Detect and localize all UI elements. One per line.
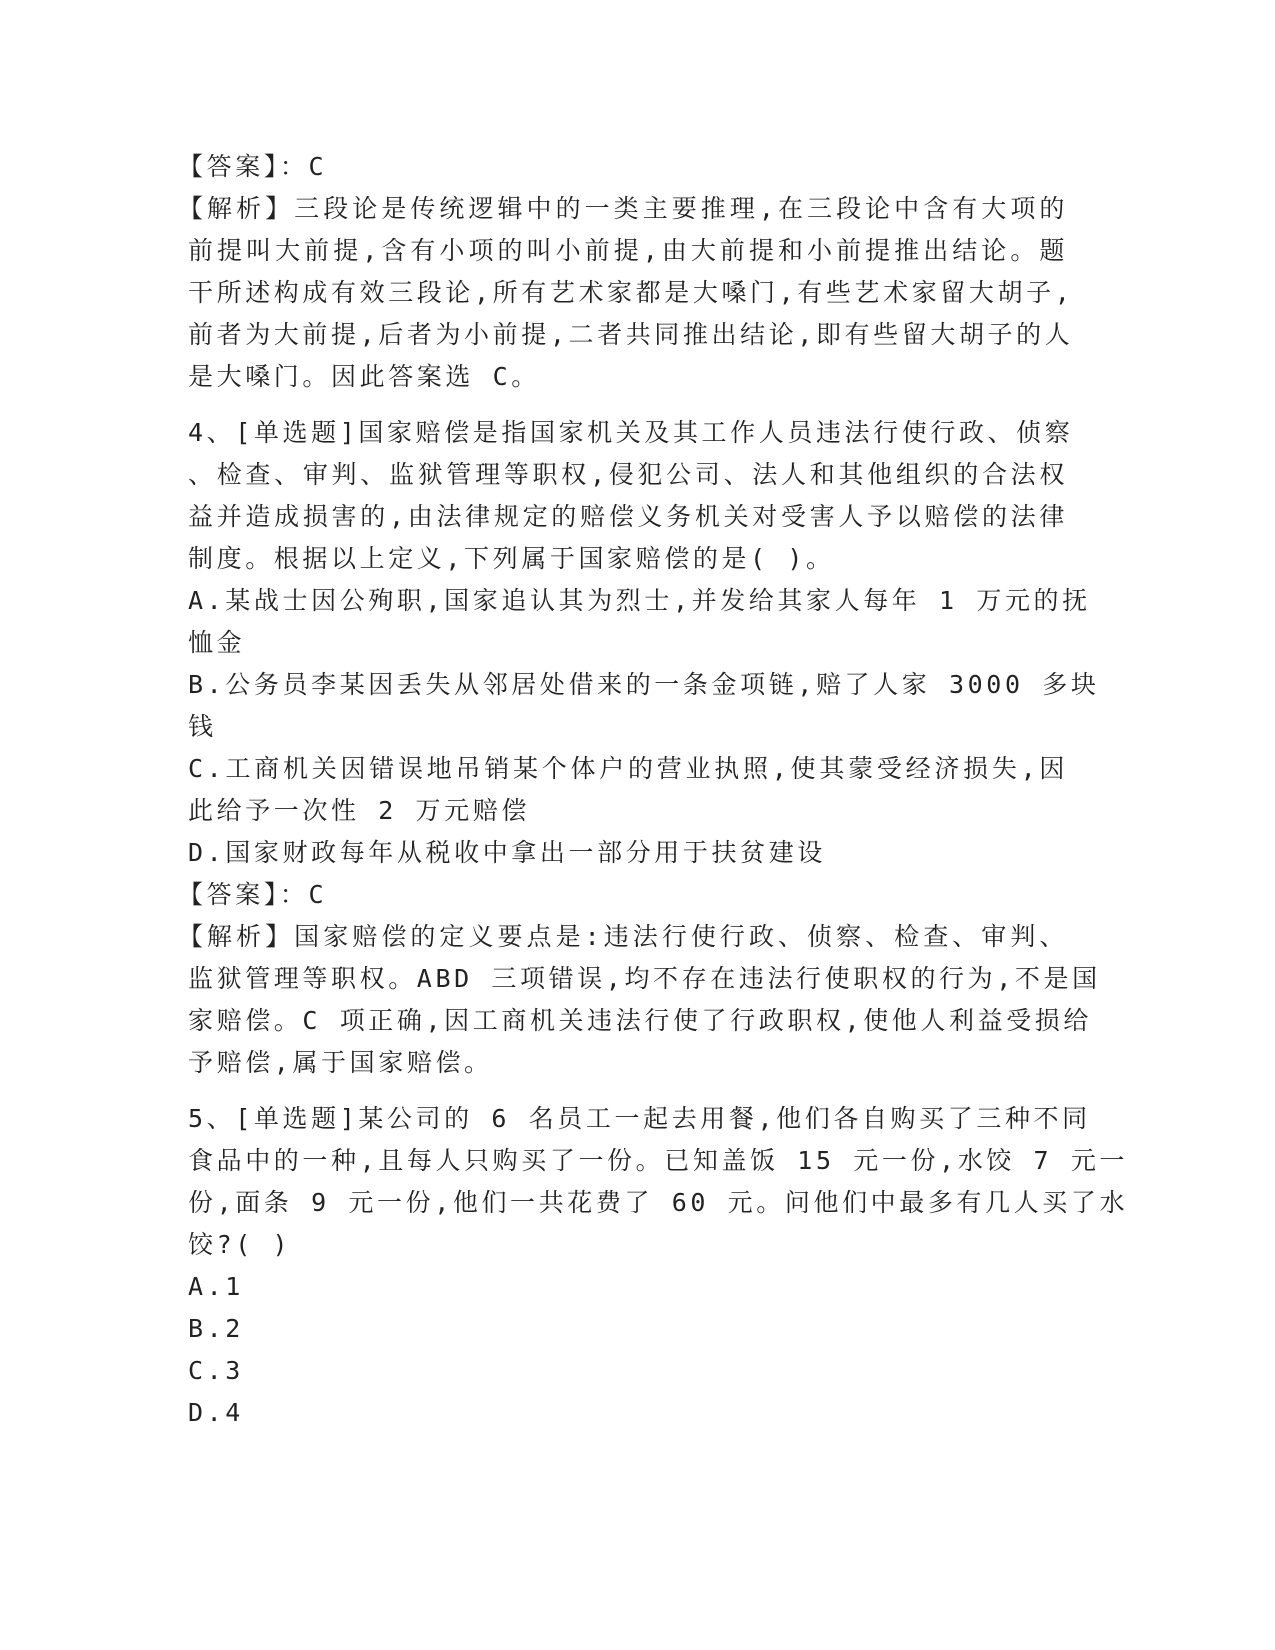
q5-question-line: 饺?( ): [188, 1230, 292, 1259]
q4-option-c-cont: 此给予一次性 2 万元赔偿: [188, 796, 530, 825]
q4-option-d: D.国家财政每年从税收中拿出一部分用于扶贫建设: [188, 838, 826, 867]
q4-analysis-line: 监狱管理等职权。ABD 三项错误,均不存在违法行使职权的行为,不是国: [188, 964, 1101, 993]
q3-analysis-line: 是大嗓门。因此答案选 C。: [188, 362, 540, 391]
q5-question-line: 份,面条 9 元一份,他们一共花费了 60 元。问他们中最多有几人买了水: [188, 1188, 1129, 1217]
spacer: [188, 1084, 1068, 1098]
q4-analysis-line: 【解析】国家赔偿的定义要点是:违法行使行政、侦察、检查、审判、: [178, 922, 1068, 951]
q5-question-line: 食品中的一种,且每人只购买了一份。已知盖饭 15 元一份,水饺 7 元一: [188, 1146, 1129, 1175]
q4-option-c: C.工商机关因错误地吊销某个体户的营业执照,使其蒙受经济损失,因: [188, 754, 1068, 783]
q5-option-b: B.2: [188, 1314, 244, 1343]
q3-answer: 【答案】：C: [178, 152, 328, 181]
q4-option-b: B.公务员李某因丢失从邻居处借来的一条金项链,赔了人家 3000 多块: [188, 670, 1100, 699]
q5-question-line: 5、[单选题]某公司的 6 名员工一起去用餐,他们各自购买了三种不同: [188, 1104, 1091, 1133]
q4-answer: 【答案】：C: [178, 880, 328, 909]
q5-block: [188, 1098, 1129, 1434]
q4-option-a-cont: 恤金: [188, 628, 246, 657]
q4-option-a: A.某战士因公殉职,国家追认其为烈士,并发给其家人每年 1 万元的抚: [188, 586, 1091, 615]
q4-option-b-cont: 钱: [188, 712, 217, 741]
q4-analysis-line: 予赔偿,属于国家赔偿。: [188, 1048, 493, 1077]
q4-question-line: 、检查、审判、监狱管理等职权,侵犯公司、法人和其他组织的合法权: [188, 460, 1068, 489]
document-content: [178, 146, 1129, 1434]
q5-option-c: C.3: [188, 1356, 244, 1385]
q3-analysis-line: 前提叫大前提,含有小项的叫小前提,由大前提和小前提推出结论。题: [188, 236, 1068, 265]
q3-analysis-line: 【解析】三段论是传统逻辑中的一类主要推理,在三段论中含有大项的: [178, 194, 1068, 223]
q5-option-a: A.1: [188, 1272, 244, 1301]
q3-analysis-line: 前者为大前提,后者为小前提,二者共同推出结论,即有些留大胡子的人: [188, 320, 1074, 349]
q3-block: [178, 146, 1074, 398]
q3-analysis-line: 干所述构成有效三段论,所有艺术家都是大嗓门,有些艺术家留大胡子,: [188, 278, 1074, 307]
q4-question-line: 益并造成损害的,由法律规定的赔偿义务机关对受害人予以赔偿的法律: [188, 502, 1068, 531]
spacer: [188, 398, 1068, 412]
q4-question-line: 4、[单选题]国家赔偿是指国家机关及其工作人员违法行使行政、侦察: [188, 418, 1074, 447]
q4-question-line: 制度。根据以上定义,下列属于国家赔偿的是( )。: [188, 544, 835, 573]
q4-analysis-line: 家赔偿。C 项正确,因工商机关违法行使了行政职权,使他人利益受损给: [188, 1006, 1093, 1035]
q4-block: [178, 412, 1101, 1084]
q5-option-d: D.4: [188, 1398, 244, 1427]
